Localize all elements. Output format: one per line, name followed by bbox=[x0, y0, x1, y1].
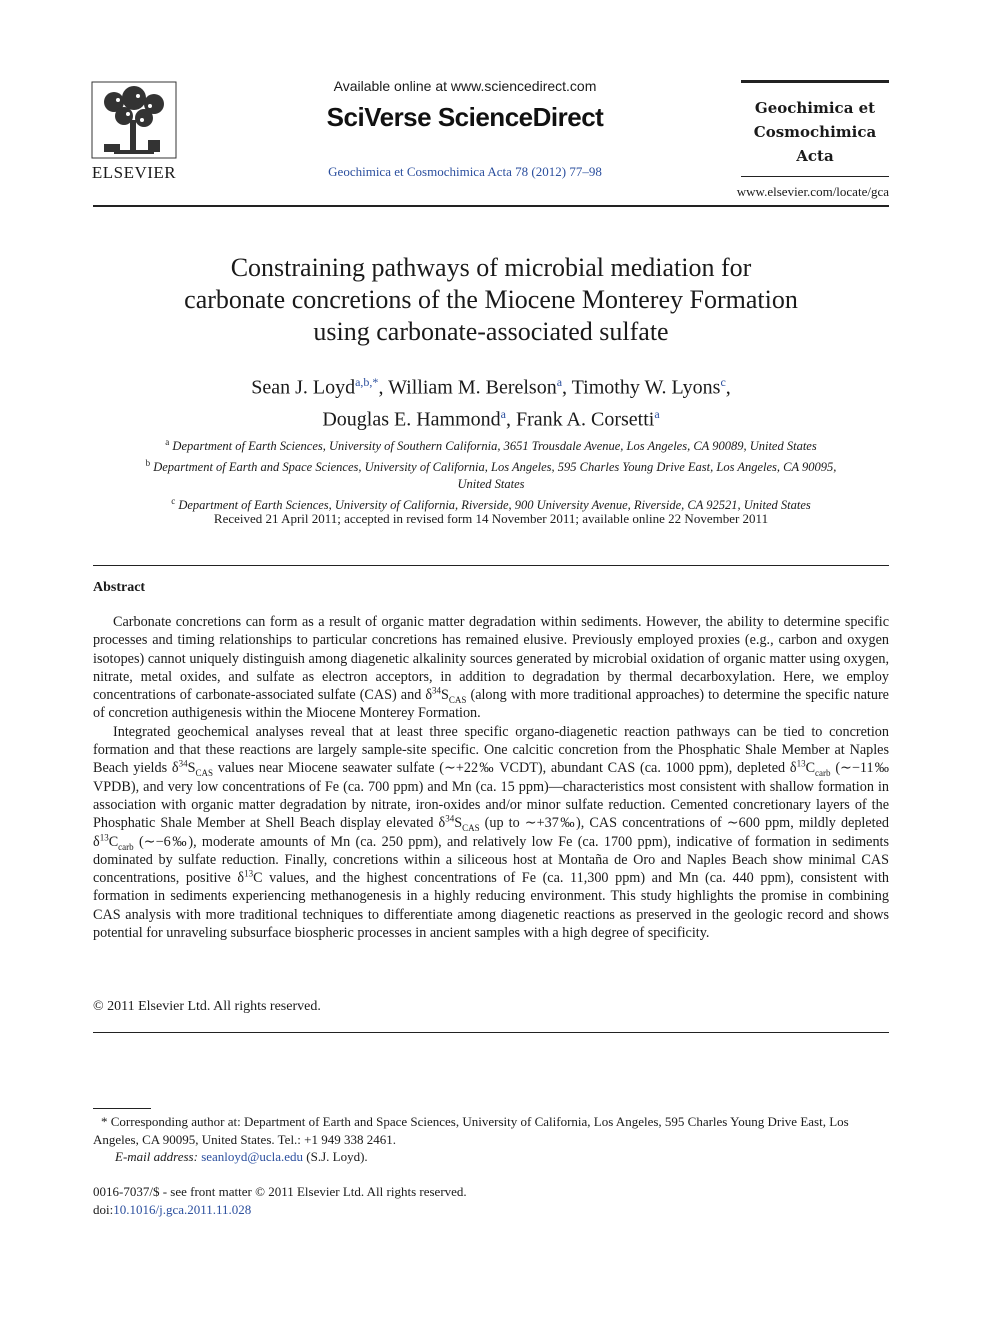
email-label: E-mail address: bbox=[115, 1149, 198, 1164]
email-owner: (S.J. Loyd). bbox=[306, 1149, 368, 1164]
journal-title: Geochimica et Cosmochimica Acta bbox=[753, 99, 877, 165]
author-name: Timothy W. Lyons bbox=[571, 376, 721, 399]
abstract-paragraph: Integrated geochemical analyses reveal that at least three specific organo-diagenetic reaction pathways can be tied to concretion formation and that these reactions are largely sample-site specific. One calcitic concretion from the Phosphatic Shale Member at Naples Beach yields $\delta^{34}S_{CAS}$ values near Miocene seawater sulfate (∼+22‰ VCDT), abundant CAS (ca. 1000 ppm), depleted $\delta^{13}C_{carb}$ (∼−11‰ VPDB), and very low concentrations of Fe (ca. 700 ppm) and Mn (ca. 15 ppm)—characteristics most consistent with shallow formation in association with organic matter degradation by nitrate, iron-oxides and/or minor sulfate reduction. Cemented concretionary layers of the Phosphatic Shale Member at Shell Beach display elevated $\delta^{34}S_{CAS}$ (up to ∼+37‰), CAS concentrations of ∼600 ppm, mildly depleted $\delta^{13}C_{carb}$ (∼−6‰), moderate amounts of Mn (ca. 250 ppm), and relatively low Fe (ca. 1700 ppm), indicative of formation in sediments dominated by sulfate reduction. Finally, concretions within a siliceous host at Montaña de Oro and Naples Beach show minimal CAS concentrations, positive $\delta^{13}C$ values, and the highest concentrations of Fe (ca. 11,300 ppm) and Mn (ca. 440 ppm), consistent with formation in sediments experiencing methanogenesis in a highly reducing environment. This study highlights the promise in combining CAS analysis with more traditional techniques to differentiate among diagenetic reactions as preserved in the geologic record and shows potential for unraveling subsurface biospheric processes in ancient samples with a high degree of specificity. bbox=[93, 723, 889, 942]
affiliation-item: $^c$ Department of Earth Sciences, University of California, Riverside, 900 University Avenue, Riverside, CA 92521, United States bbox=[171, 496, 811, 513]
doi-label: doi: bbox=[93, 1201, 114, 1217]
author-affiliation-link[interactable]: a bbox=[654, 406, 660, 421]
issn-line: 0016-7037/$ - see front matter © 2011 Elsevier Ltd. All rights reserved. bbox=[93, 1184, 467, 1199]
platform-name[interactable]: SciVerse ScienceDirect bbox=[326, 102, 604, 132]
email-link[interactable]: seanloyd@ucla.edu bbox=[201, 1149, 304, 1164]
journal-top-rule bbox=[741, 80, 889, 83]
header-divider bbox=[93, 205, 889, 207]
abstract-top-rule bbox=[93, 565, 889, 566]
affiliation-item: $^a$ Department of Earth Sciences, University of Southern California, 3651 Trousdale Avenue, Los Angeles, CA 90089, United States bbox=[165, 437, 817, 454]
affiliation-item-continued: United States bbox=[457, 477, 525, 492]
journal-url[interactable]: www.elsevier.com/locate/gca bbox=[736, 184, 889, 199]
author-affiliation-link[interactable]: a bbox=[500, 406, 506, 421]
author-affiliation-link[interactable]: a bbox=[556, 375, 563, 389]
author-name: Sean J. Loyd bbox=[251, 376, 356, 399]
author-name: Frank A. Corsetti bbox=[515, 408, 655, 431]
publisher-name: ELSEVIER bbox=[91, 163, 177, 182]
affiliations bbox=[93, 434, 889, 514]
author-affiliation-link[interactable]: a,b,* bbox=[355, 375, 379, 389]
footnote-rule bbox=[93, 1108, 151, 1109]
corresponding-author: Corresponding author at: Department of Earth and Space Sciences, University of California, Los Angeles, 595 Charles Young Drive East, Los Angeles, CA 90095, United States. Tel.: +1 949 338 2461. bbox=[93, 1114, 849, 1147]
abstract-paragraph: Carbonate concretions can form as a result of organic matter degradation within sediments. However, the ability to determine specific processes and timing relationships to particular concretions has remained elusive. Previously employed proxies (e.g., carbon and oxygen isotopes) cannot uniquely distinguish among diagenetic alkalinity sources generated by microbial oxidation of organic matter using oxygen, nitrate, metal oxides, and sulfate as electron acceptors, in addition to degradation by thermal decarboxylation. Here, we employ concentrations of carbonate-associated sulfate (CAS) and $\delta^{34}S_{CAS}$ (along with more traditional approaches) to determine the specific nature of concretion authigenesis within the Miocene Monterey Formation. bbox=[93, 614, 889, 722]
available-online: Available online at www.sciencedirect.com bbox=[333, 78, 597, 94]
author-list: Sean J. Loyd$^{a,b,*}$, William M. Berelson$^a$, Timothy W. Lyons$^c$, Douglas E. Hammond$^a$, Frank A. Corsetti$^a$ bbox=[251, 375, 731, 431]
elsevier-logo bbox=[84, 80, 184, 182]
article-title: Constraining pathways of microbial mediation for carbonate concretions of the Miocene Monterey Formation using carbonate-associated sulfate bbox=[184, 253, 798, 346]
footnote-marker: * bbox=[101, 1114, 108, 1129]
journal-bottom-rule bbox=[741, 176, 889, 177]
front-matter bbox=[93, 1183, 889, 1218]
journal-citation[interactable]: Geochimica et Cosmochimica Acta 78 (2012) 77–98 bbox=[328, 164, 602, 179]
author-affiliation-link[interactable]: c bbox=[720, 375, 726, 389]
abstract-heading: Abstract bbox=[93, 580, 146, 595]
affiliation-item: $^b$ Department of Earth and Space Sciences, University of California, Los Angeles, 595 Charles Young Drive East, Los Angeles, CA 90095, bbox=[145, 458, 837, 475]
author-name: Douglas E. Hammond bbox=[322, 408, 501, 431]
doi-link[interactable]: 10.1016/j.gca.2011.11.028 bbox=[113, 1201, 252, 1217]
abstract-bottom-rule bbox=[93, 1032, 889, 1033]
article-history: Received 21 April 2011; accepted in revised form 14 November 2011; available online 22 November 2011 bbox=[213, 511, 769, 526]
abstract-copyright: © 2011 Elsevier Ltd. All rights reserved. bbox=[93, 999, 321, 1014]
footnote bbox=[93, 1113, 889, 1166]
abstract-body bbox=[93, 613, 889, 942]
author-name: William M. Berelson bbox=[388, 376, 557, 399]
